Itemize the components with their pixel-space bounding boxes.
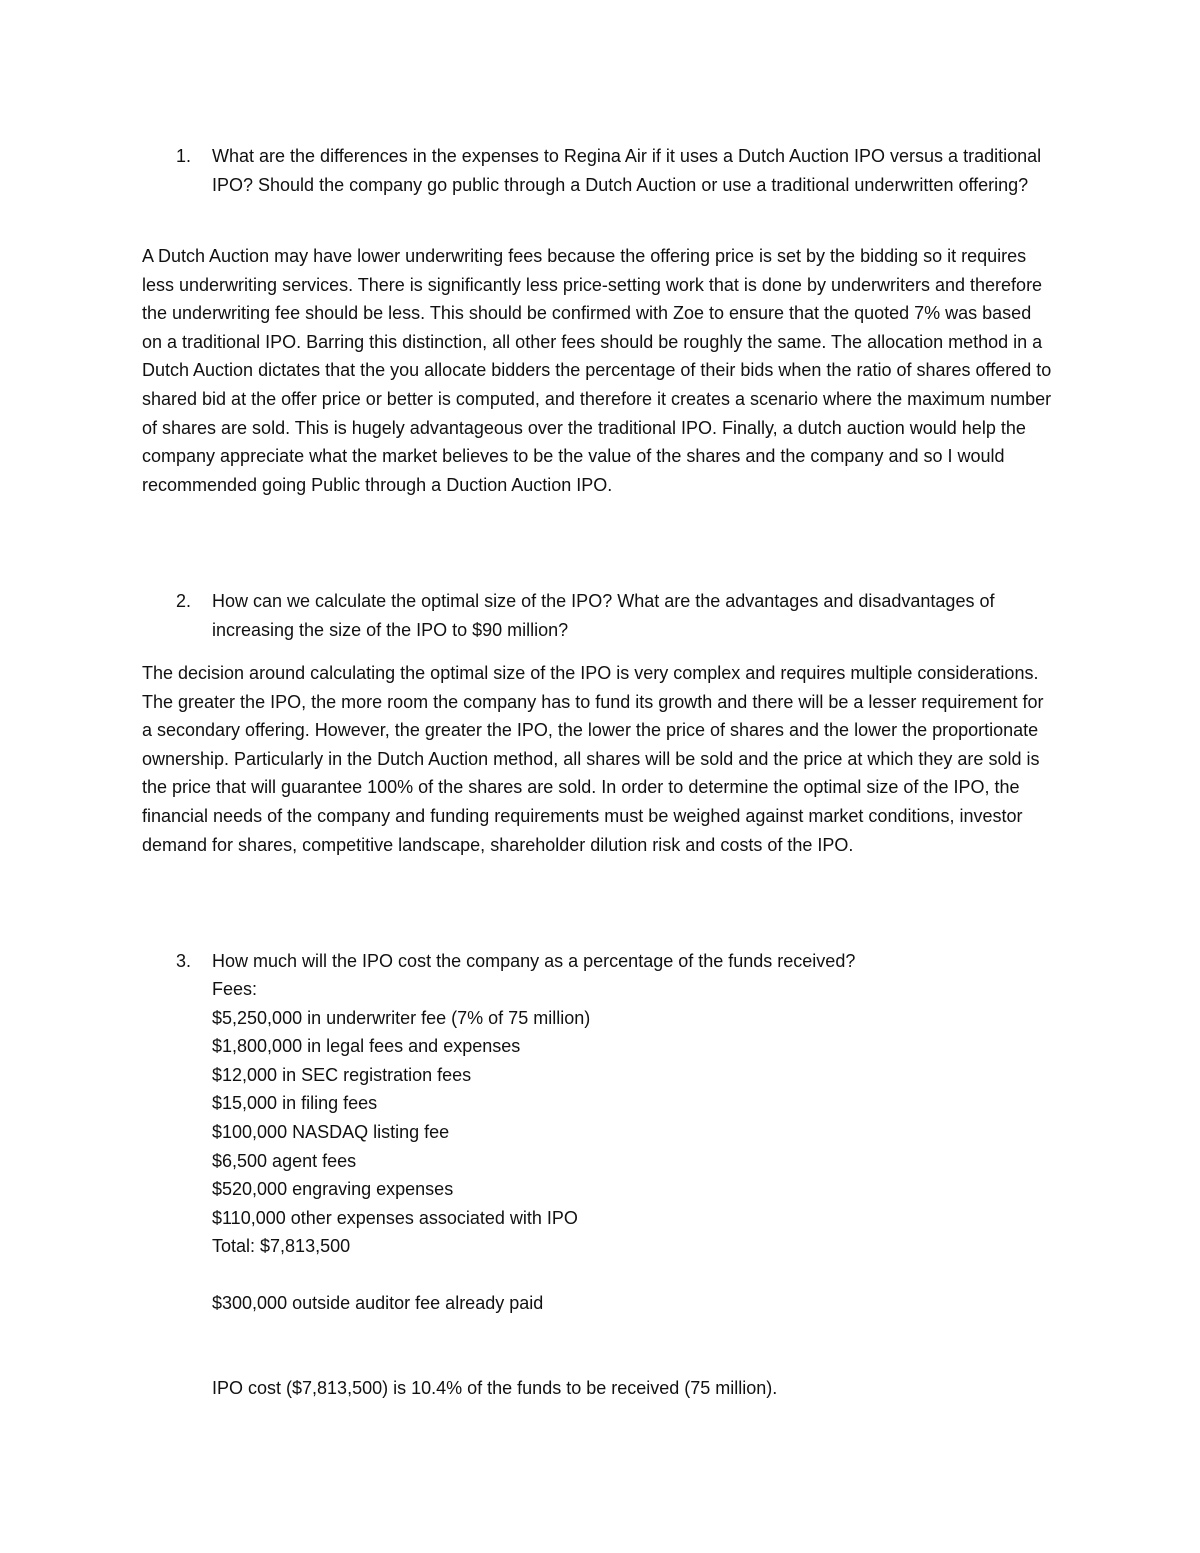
auditor-note: $300,000 outside auditor fee already paid — [212, 1293, 544, 1313]
fee-item: $15,000 in filing fees — [212, 1093, 378, 1114]
question-text: What are the differences in the expenses to Regina Air if it uses a Dutch Auction IPO versus a traditional IPO? Should the company go public through a Dutch Auction or use a traditional underwritten offering? — [212, 146, 1042, 195]
fee-item: $12,000 in SEC registration fees — [212, 1064, 472, 1085]
answer-2-paragraph: The decision around calculating the optimal size of the IPO is very complex and requires multiple considerations. The greater the IPO, the more room the company has to fund its growth and there will be a lesser requirement for a secondary offering. However, the greater the IPO, the lower the price of shares and the lower the proportionate ownership. Particularly in the Dutch Auction method, all shares will be sold and the price at which they are sold is the price that will guarantee 100% of the shares are sold. In order to determine the optimal size of the IPO, the financial needs of the company and funding requirements must be weighed against market conditions, investor demand for shares, competitive landscape, shareholder dilution risk and costs of the IPO. — [142, 663, 1044, 855]
fee-item: $100,000 NASDAQ listing fee — [212, 1121, 450, 1142]
cost-conclusion: IPO cost ($7,813,500) is 10.4% of the funds to be received (75 million). — [212, 1378, 778, 1398]
question-number: 2. — [176, 591, 192, 611]
question-text: How much will the IPO cost the company as a percentage of the funds received? — [212, 951, 856, 971]
question-3 — [142, 947, 1052, 976]
fee-item: $6,500 agent fees — [212, 1150, 357, 1171]
question-text: How can we calculate the optimal size of the IPO? What are the advantages and disadvantages of increasing the size of the IPO to $90 million? — [212, 591, 995, 640]
fees-heading: Fees: — [212, 979, 258, 999]
question-number: 1. — [176, 146, 192, 166]
question-1 — [142, 142, 1052, 199]
fee-item: $5,250,000 in underwriter fee (7% of 75 million) — [212, 1007, 591, 1028]
fee-item: $520,000 engraving expenses — [212, 1179, 454, 1200]
fee-item: $110,000 other expenses associated with IPO — [212, 1207, 578, 1228]
answer-1-paragraph: A Dutch Auction may have lower underwriting fees because the offering price is set by the bidding so it requires less underwriting services. There is significantly less price-setting work that is done by underwriters and therefore the underwriting fee should be less. This should be confirmed with Zoe to ensure that the quoted 7% was based on a traditional IPO. Barring this distinction, all other fees should be roughly the same. The allocation method in a Dutch Auction dictates that the you allocate bidders the percentage of their bids when the ratio of shares offered to shared bid at the offer price or better is computed, and therefore it creates a scenario where the maximum number of shares are sold. This is hugely advantageous over the traditional IPO. Finally, a dutch auction would help the company appreciate what the market believes to be the value of the shares and the company and so I would recommended going Public through a Duction Auction IPO. — [142, 246, 1052, 495]
fees-list — [212, 975, 590, 1261]
question-2 — [142, 587, 1052, 644]
fees-total: Total: $7,813,500 — [212, 1236, 351, 1257]
question-number: 3. — [176, 951, 192, 971]
fee-item: $1,800,000 in legal fees and expenses — [212, 1036, 521, 1057]
